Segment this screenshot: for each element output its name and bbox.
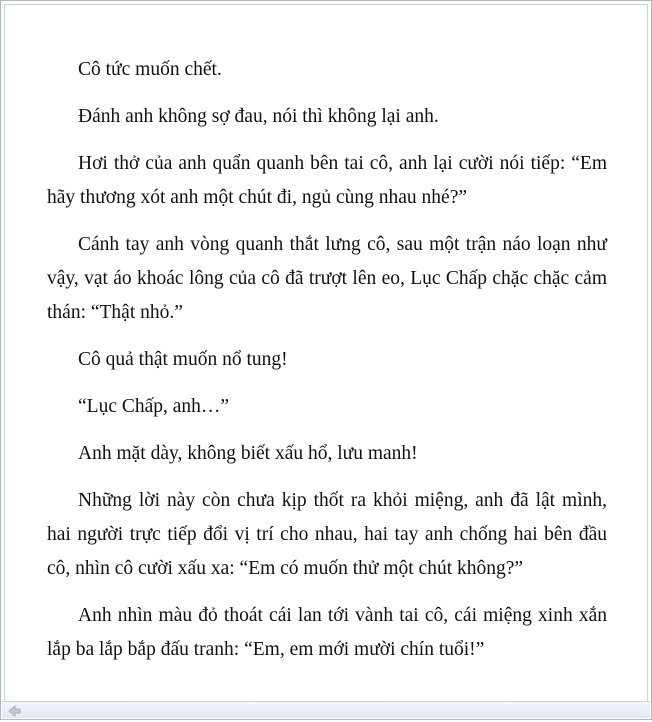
paragraph: Cánh tay anh vòng quanh thắt lưng cô, sau một trận náo loạn như vậy, vạt áo khoác lông của cô đã trượt lên eo, Lục Chấp chặc chặc cảm thán: “Thật nhỏ.” xyxy=(47,234,607,323)
scroll-left-arrow-icon[interactable] xyxy=(7,704,21,716)
paragraph: Cô tức muốn chết. xyxy=(78,59,222,80)
paragraph: Đánh anh không sợ đau, nói thì không lại anh. xyxy=(78,106,439,127)
paragraph: Cô quả thật muốn nổ tung! xyxy=(78,349,288,370)
paragraph: Những lời này còn chưa kịp thốt ra khỏi miệng, anh đã lật mình, hai người trực tiếp đổi vị trí cho nhau, hai tay anh chống hai bên đầu cô, nhìn cô cười xấu xa: “Em có muốn thử một chút không?” xyxy=(47,490,607,579)
bottom-scroll-strip xyxy=(2,701,650,718)
document-body xyxy=(47,53,607,680)
paragraph: Hơi thở của anh quẩn quanh bên tai cô, anh lại cười nói tiếp: “Em hãy thương xót anh một chút đi, ngủ cùng nhau nhé?” xyxy=(47,153,607,208)
paragraph: Anh mặt dày, không biết xấu hổ, lưu manh! xyxy=(78,443,418,464)
paragraph: Anh nhìn màu đỏ thoát cái lan tới vành tai cô, cái miệng xinh xắn lắp ba lắp bắp đấu tranh: “Em, em mới mười chín tuổi!” xyxy=(47,605,607,660)
paragraph: “Lục Chấp, anh…” xyxy=(78,396,230,417)
